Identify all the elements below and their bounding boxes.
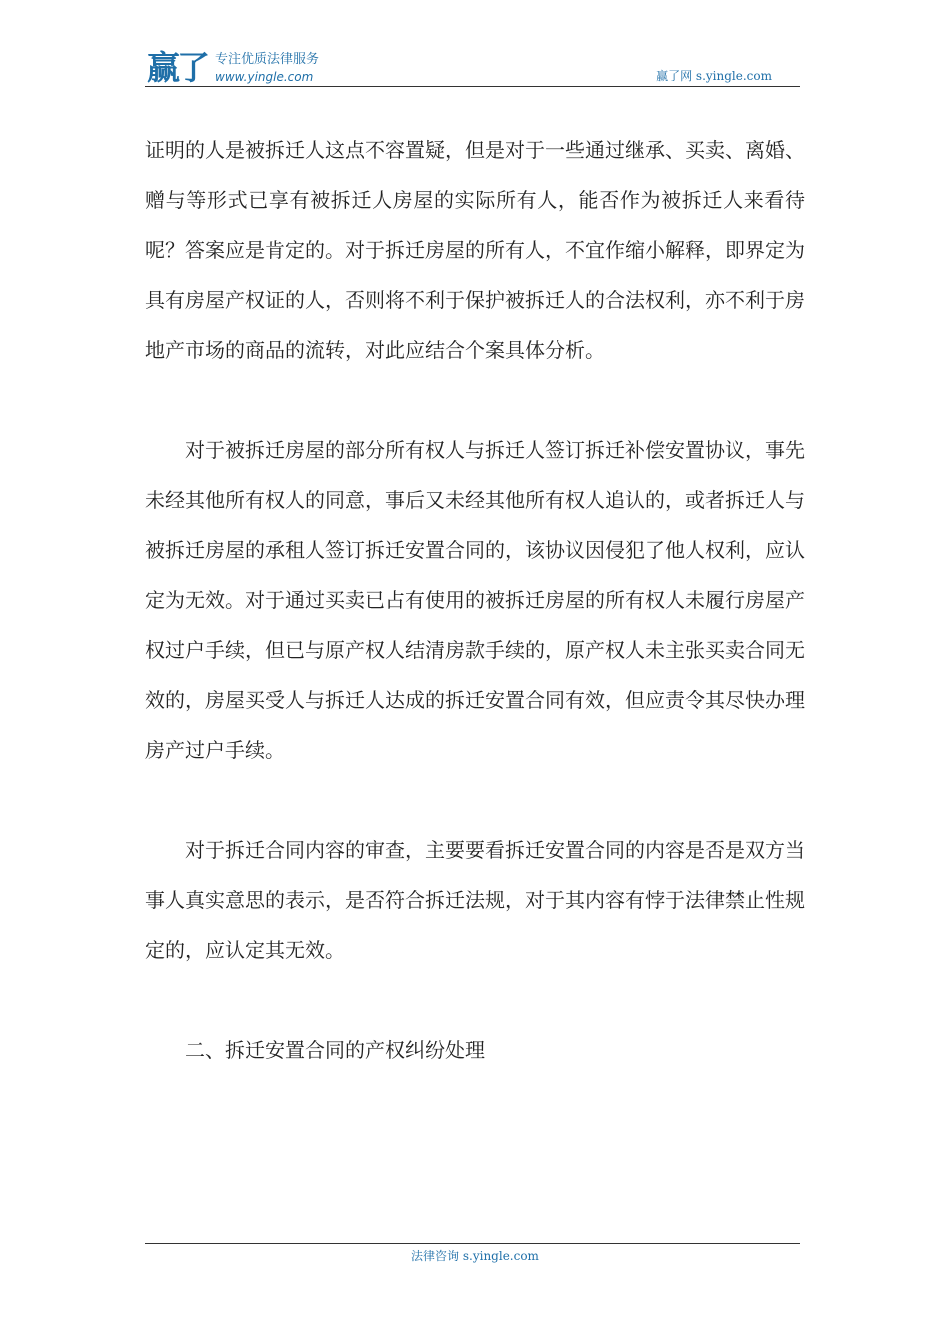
footer-divider [145, 1243, 800, 1244]
paragraph-gap [145, 375, 805, 425]
logo-slogan: 专注优质法律服务 [215, 52, 320, 67]
header-site-link[interactable]: 赢了网 s.yingle.com [656, 69, 772, 83]
section-heading: 二、拆迁安置合同的产权纠纷处理 [185, 1038, 485, 1062]
paragraph-1: 证明的人是被拆迁人这点不容置疑，但是对于一些通过继承、买卖、离婚、赠与等形式已享有被拆迁人房屋的实际所有人，能否作为被拆迁人来看待呢？答案应是肯定的。对于拆迁房屋的所有人，不宜作缩小解释，即界定为具有房屋产权证的人，否则将不利于保护被拆迁人的合法权利，亦不利于房地产市场的商品的流转，对此应结合个案具体分析。 [145, 138, 805, 362]
document-body [145, 125, 805, 1075]
logo-url[interactable]: www.yingle.com [215, 70, 314, 84]
paragraph-gap [145, 975, 805, 1025]
paragraph-gap [145, 775, 805, 825]
paragraph-2: 对于被拆迁房屋的部分所有权人与拆迁人签订拆迁补偿安置协议，事先未经其他所有权人的同意，事后又未经其他所有权人追认的，或者拆迁人与被拆迁房屋的承租人签订拆迁安置合同的，该协议因侵犯了他人权利，应认定为无效。对于通过买卖已占有使用的被拆迁房屋的所有权人未履行房屋产权过户手续，但已与原产权人结清房款手续的，原产权人未主张买卖合同无效的，房屋买受人与拆迁人达成的拆迁安置合同有效，但应责令其尽快办理房产过户手续。 [145, 438, 805, 762]
site-logo[interactable]: 赢了 [147, 48, 207, 87]
paragraph-3: 对于拆迁合同内容的审查，主要要看拆迁安置合同的内容是否是双方当事人真实意思的表示，是否符合拆迁法规，对于其内容有悖于法律禁止性规定的，应认定其无效。 [145, 838, 805, 962]
page-header [145, 50, 800, 88]
footer-link[interactable]: 法律咨询 s.yingle.com [411, 1249, 539, 1263]
header-divider [145, 86, 800, 87]
